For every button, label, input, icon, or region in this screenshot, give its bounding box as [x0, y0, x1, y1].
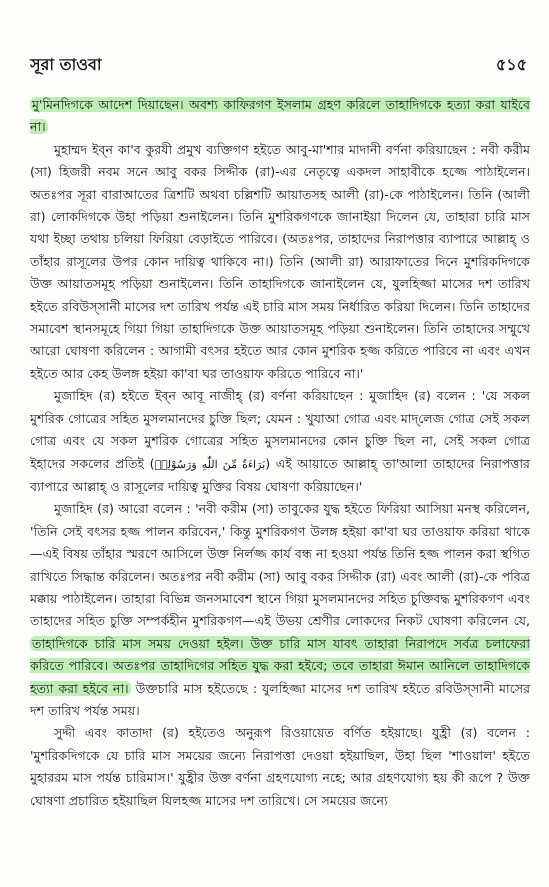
paragraph: [30, 722, 530, 812]
text-segment: মুজাহিদ (র) হইতে ইব্ন আবূ নাজীহ্ (র) বর্ণনা করিয়াছেন : মুজাহিদ (র) বলেন : 'যে সকল মুশরিক গোত্রের সহিত মুসলমানদের চুক্তি ছিল; যেমন : খুযাআ গোত্র এবং মাদ্‌লেজ গোত্র সেই সকল গোত্র এবং যে সকল মুশরিক গোত্রের সহিত মুসলমানদের কোন চুক্তি ছিল না, সেই সকল গোত্র ইহাদের সকলের প্রতিই (: [30, 388, 530, 471]
text-segment: মুহাম্মদ ইব্ন কা'ব কুরযী প্রমুখ ব্যক্তিগণ হইতে আবু-মা'শার মাদানী বর্ণনা করিয়াছেন : নবী করীম (সা) হিজরী নবম সনে আবু বকর সিদ্দীক (রা)-এর নেতৃত্বে একদল সাহাবীকে হজ্জে পাঠাইলেন। অতঃপর সূরা বারাআতের ত্রিশটি অথবা চল্লিশটি আয়াতসহ আলী (রা)-কে পাঠাইলেন। তিনি (আলী রা) লোকদিগকে উহা পড়িয়া শুনাইলেন। তিনি মুশরিকগণকে জানাইয়া দিলেন যে, তাহারা চারি মাস যথা ইচ্ছা তথায় চলিয়া ফিরিয়া বেড়াইতে পারিবে। (অতঃপর, তাহাদের নিরাপত্তার ব্যাপারে আল্লাহ্ ও তাঁহার রাসূলের উপর কোন দায়িত্ব থাকিবে না।) তিনি (আলী রা) আরাফাতের দিনে মুশরিকদিগকে উক্ত আয়াতসমূহ পড়িয়া শুনাইলেন। তিনি তাহাদিগকে জানাইলেন যে, যুলহিজ্জা মাসের দশ তারিখ হইতে রবিউস্সানী মাসের দশ তারিখ পর্যন্ত এই চারি মাস সময় নির্ধারিত করিয়া দিলেন। তিনি তাহাদের সমাবেশ স্থানসমূহে গিয়া গিয়া তাহাদিগকে উক্ত আয়াতসমূহ পড়িয়া শুনাইলেন। তিনি তাহাদের সম্মুখে আরো ঘোষণা করিলেন : আগামী বৎসর হইতে আর কোন মুশরিক হজ্জ করিতে পারিবে না এবং এখন হইতে আর কেহ উলঙ্গ হইয়া কা'বা ঘর তাওয়াফ করিতে পারিবে না।': [30, 141, 530, 381]
paragraph: [30, 139, 530, 385]
paragraph: [30, 385, 530, 498]
text-segment: উক্তচারি মাস হইতেছে : যুলহিজ্জা মাসের দশ তারিখ হইতে রবিউস্সানী মাসের দশ তারিখ পর্যন্ত সময়।: [30, 680, 530, 718]
text-segment: সুদ্দী এবং কাতাদা (র) হইতেও অনুরূপ রিওয়ায়েত বর্ণিত হইয়াছে। যুহ্রী (র) বলেন : 'মুশরিকদিগকে যে চারি মাস সময়ের জন্যে নিরাপত্তা দেওয়া হইয়াছিল, উহা ছিল 'শাওয়াল' হইতে মুহাররম মাস পর্যন্ত চারিমাস।' যুহ্রীর উক্ত বর্ণনা গ্রহণযোগ্য নহে; আর গ্রহণযোগ্য হয় কী রূপে ? উক্ত ঘোষণা প্রচারিত হইয়াছিল যিলহজ্জ মাসের দশ তারিখে। সে সময়ের জন্যে: [30, 725, 530, 808]
page-body: [30, 94, 530, 812]
highlighted-text: মু'মিনদিগকে আদেশ দিয়াছেন। অবশ্য কাফিরগণ ইসলাম গ্রহণ করিলে তাহাদিগকে হত্যা করা যাইবে না।: [30, 97, 530, 135]
page-number: ৫১৫: [495, 55, 527, 74]
text-segment: ) এই আয়াতে আল্লাহ্ তা'আলা তাহাদের নিরাপত্তার ব্যাপারে আল্লাহ্ ও রাসূলের দায়িত্ব মুক্তির বিষয় ঘোষণা করিয়াছেন।': [30, 455, 530, 494]
page-header: [30, 52, 527, 76]
paragraph: [30, 498, 530, 722]
arabic-quote: بَرَاءَةٌ مِّنَ اللّٰهِ وَرَسُوْلِهٖ: [154, 457, 266, 471]
text-segment: মুজাহিদ (র) আরো বলেন : 'নবী করীম (সা) তাবুকের যুদ্ধ হইতে ফিরিয়া আসিয়া মনস্থ করিলেন, 'তিনি সেই বৎসর হজ্জ পালন করিবেন,' কিন্তু মুশরিকগণ উলঙ্গ হইয়া কা'বা ঘর তাওয়াফ করিয়া থাকে—এই বিষয় তাঁহার স্মরণে আসিলে উক্ত নির্লজ্জ কার্য বন্ধ না হওয়া পর্যন্ত তিনি হজ্জ পালন করা স্থগিত রাখিতে সিদ্ধান্ত করিলেন। অতঃপর নবী করীম (সা) আবু বকর সিদ্দীক (রা) এবং আলী (রা)-কে পবিত্র মক্কায় পাঠাইলেন। তাহারা বিভিন্ন জনসমাবেশ স্থানে গিয়া মুসলমানদের সহিত চুক্তিবদ্ধ মুশরিকগণ এবং তাহাদের সহিত চুক্তি সম্পর্কহীন মুশরিকগণ—এই উভয় শ্রেণীর লোকদের নিকট ঘোষণা করিলেন যে,: [30, 501, 530, 629]
chapter-title: সূরা তাওবা: [30, 55, 102, 74]
highlighted-text: তাহাদিগকে চারি মাস সময় দেওয়া হইল। উক্ত চারি মাস যাবৎ তাহারা নিরাপদে সর্বত্র চলাফেরা করিতে পারিবে। অতঃপর তাহাদিগের সহিত যুদ্ধ করা হইবে; তবে তাহারা ঈমান আনিলে তাহাদিগকে হত্যা করা হইবে না।: [30, 635, 530, 696]
paragraph: [30, 94, 530, 139]
